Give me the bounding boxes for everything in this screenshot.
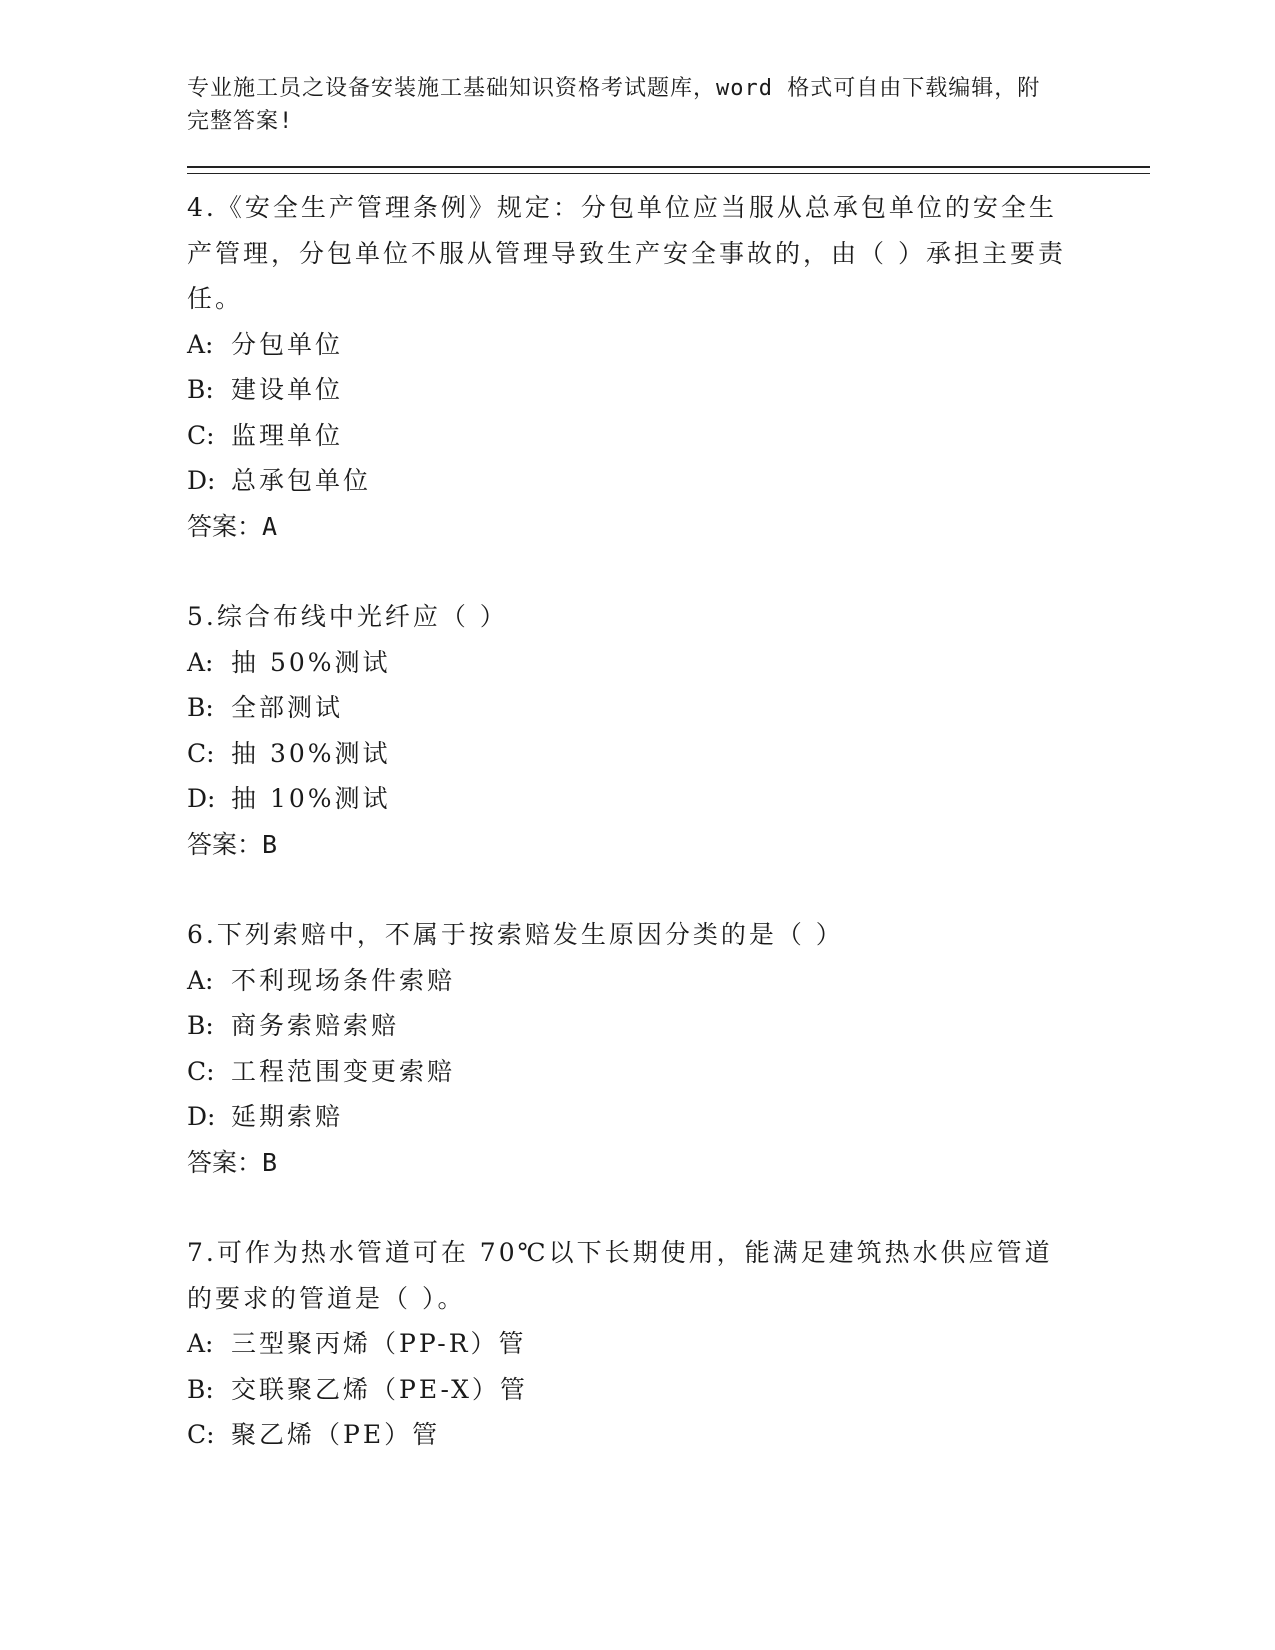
option-text: 分包单位 — [231, 329, 344, 359]
option-letter: A: — [187, 329, 214, 359]
option-text: 延期索赔 — [231, 1102, 344, 1131]
option-b — [187, 1367, 1147, 1413]
option-b — [187, 1003, 1147, 1049]
option-letter: B: — [187, 693, 214, 722]
option-letter: B: — [187, 375, 214, 404]
option-letter: C: — [187, 1056, 215, 1086]
option-text: 建设单位 — [231, 375, 344, 404]
option-text: 工程范围变更索赔 — [231, 1056, 456, 1086]
option-letter: A: — [187, 965, 214, 995]
option-b — [187, 367, 1147, 413]
option-letter: C: — [187, 420, 215, 450]
document-page — [187, 72, 1147, 1503]
option-text: 抽 30%测试 — [231, 738, 391, 768]
answer-line: 答案：A — [187, 511, 278, 541]
question-7 — [187, 1230, 1147, 1458]
option-text: 聚乙烯（PE）管 — [231, 1420, 441, 1449]
question-list — [187, 185, 1147, 1458]
answer-line: 答案：B — [187, 829, 278, 859]
option-b — [187, 685, 1147, 731]
option-letter: C: — [187, 1420, 215, 1449]
option-d — [187, 776, 1147, 822]
option-a — [187, 322, 1147, 368]
option-c — [187, 413, 1147, 459]
question-4 — [187, 185, 1147, 549]
option-a — [187, 958, 1147, 1004]
question-stem: 4.《安全生产管理条例》规定：分包单位应当服从总承包单位的安全生产管理，分包单位不服从管理导致生产安全事故的，由（ ）承担主要责任。 — [187, 193, 1066, 313]
option-text: 抽 10%测试 — [231, 784, 391, 813]
option-text: 抽 50%测试 — [231, 647, 391, 677]
option-a — [187, 640, 1147, 686]
question-5 — [187, 594, 1147, 867]
option-c — [187, 731, 1147, 777]
question-stem: 6.下列索赔中，不属于按索赔发生原因分类的是（ ） — [187, 920, 844, 949]
option-letter: A: — [187, 1329, 214, 1358]
option-letter: D: — [187, 466, 216, 495]
option-text: 三型聚丙烯（PP-R）管 — [231, 1329, 527, 1358]
question-stem: 7.可作为热水管道可在 70℃以下长期使用，能满足建筑热水供应管道的要求的管道是（ ）。 — [187, 1238, 1053, 1313]
option-d — [187, 458, 1147, 504]
option-text: 监理单位 — [231, 420, 344, 450]
option-text: 交联聚乙烯（PE-X）管 — [231, 1374, 528, 1404]
question-stem: 5.综合布线中光纤应（ ） — [187, 602, 508, 631]
option-text: 全部测试 — [231, 693, 344, 722]
option-letter: D: — [187, 784, 216, 813]
option-letter: D: — [187, 1102, 216, 1131]
option-c — [187, 1412, 1147, 1458]
document-header: 专业施工员之设备安装施工基础知识资格考试题库，word 格式可自由下载编辑，附完整答案! — [187, 76, 1041, 134]
option-letter: B: — [187, 1011, 214, 1040]
answer-line: 答案：B — [187, 1147, 278, 1177]
option-text: 总承包单位 — [231, 466, 372, 495]
option-letter: B: — [187, 1374, 214, 1404]
option-text: 商务索赔索赔 — [231, 1011, 400, 1040]
option-letter: C: — [187, 738, 215, 768]
option-a — [187, 1321, 1147, 1367]
header-divider — [187, 166, 1150, 174]
option-c — [187, 1049, 1147, 1095]
option-text: 不利现场条件索赔 — [231, 965, 456, 995]
option-d — [187, 1094, 1147, 1140]
option-letter: A: — [187, 647, 214, 677]
question-6 — [187, 912, 1147, 1185]
